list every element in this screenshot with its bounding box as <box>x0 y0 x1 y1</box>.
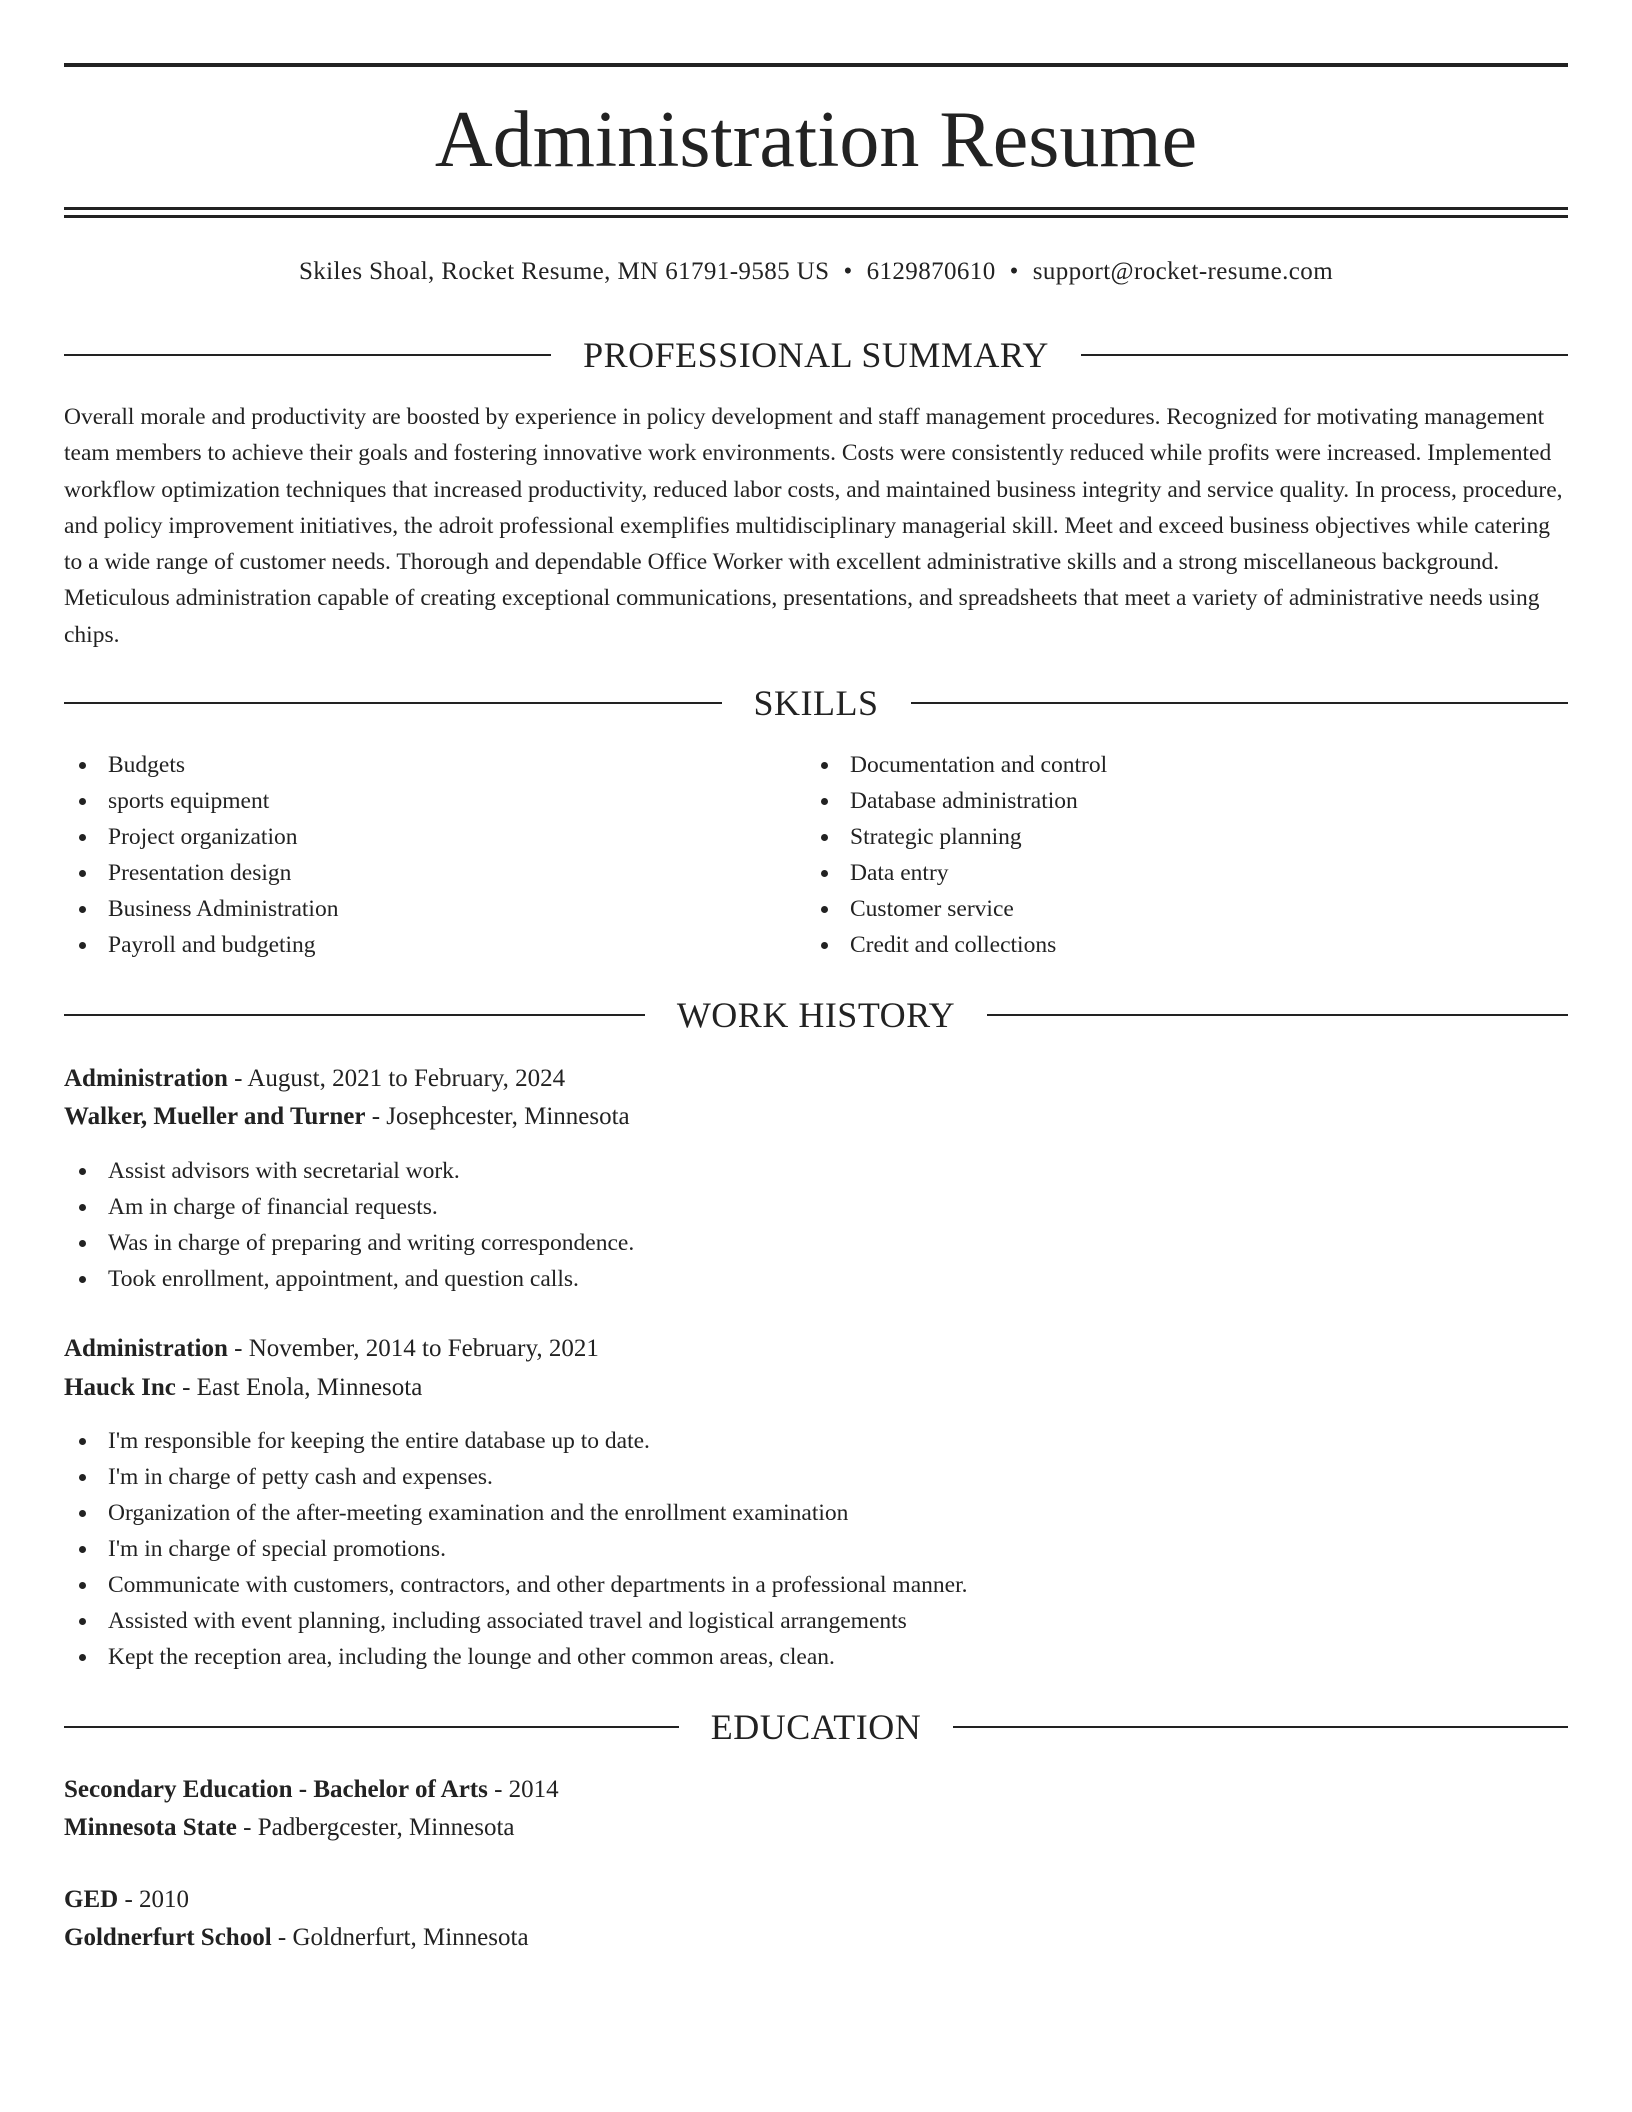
skill-label: Data entry <box>850 860 949 886</box>
education-year: - 2014 <box>494 1776 559 1803</box>
contact-phone: 6129870610 <box>866 258 996 285</box>
header-rule-upper <box>64 207 1568 210</box>
education-degree: GED <box>64 1886 119 1913</box>
job-duty-text: I'm in charge of special promotions. <box>108 1536 446 1562</box>
skill-label: Strategic planning <box>850 824 1022 850</box>
section-title: PROFESSIONAL SUMMARY <box>583 335 1049 375</box>
resume-title: Administration Resume <box>434 96 1198 184</box>
job-duty-text: Assisted with event planning, including associated travel and logistical arrangements <box>108 1608 907 1634</box>
contact-line <box>64 256 1568 288</box>
skill-item <box>806 747 1107 783</box>
job-duties-list <box>64 1423 967 1675</box>
job-duty <box>64 1495 967 1531</box>
bullet-dot <box>79 1582 86 1589</box>
bullet-dot <box>79 1204 86 1211</box>
bullet-dot <box>79 1546 86 1553</box>
job-title: Administration <box>64 1335 228 1362</box>
skill-item <box>64 891 338 927</box>
job-duty <box>64 1261 634 1297</box>
bullet-dot <box>79 1510 86 1517</box>
job-duty-text: Assist advisors with secretarial work. <box>108 1158 460 1184</box>
job-location: - East Enola, Minnesota <box>182 1374 423 1401</box>
job-duty <box>64 1639 967 1675</box>
skill-label: Project organization <box>108 824 298 850</box>
bullet-dot <box>79 1240 86 1247</box>
job-title-line <box>64 1061 1568 1097</box>
bullet-dot <box>821 942 828 949</box>
education-degree-line <box>64 1772 1568 1808</box>
job-duty <box>64 1531 967 1567</box>
divider-line <box>64 354 551 356</box>
divider-line <box>987 1014 1568 1016</box>
education-school: Minnesota State <box>64 1814 237 1841</box>
job-title: Administration <box>64 1065 228 1092</box>
job-dates: - August, 2021 to February, 2024 <box>234 1065 566 1092</box>
bullet-dot <box>821 798 828 805</box>
education-degree-line <box>64 1882 1568 1918</box>
header-top-rule <box>64 63 1568 67</box>
job-title-line <box>64 1331 1568 1367</box>
job-duty <box>64 1603 967 1639</box>
skill-item <box>64 855 338 891</box>
skill-label: sports equipment <box>108 788 270 814</box>
divider-line <box>911 702 1569 704</box>
work-history-heading <box>64 993 1568 1037</box>
bullet-dot <box>79 1168 86 1175</box>
skills-list-left <box>64 747 338 963</box>
job-duty-text: Took enrollment, appointment, and question calls. <box>108 1266 579 1292</box>
bullet-dot <box>79 1618 86 1625</box>
contact-separator: • <box>843 258 853 285</box>
education-location: - Goldnerfurt, Minnesota <box>277 1924 529 1951</box>
job-company-line <box>64 1099 1568 1135</box>
skill-label: Documentation and control <box>850 752 1108 778</box>
job-location: - Josephcester, Minnesota <box>371 1103 630 1130</box>
skill-label: Budgets <box>108 752 186 778</box>
skill-item <box>64 819 338 855</box>
skill-item <box>806 783 1107 819</box>
skill-item <box>64 747 338 783</box>
education-degree: Secondary Education - Bachelor of Arts <box>64 1776 488 1803</box>
divider-line <box>64 702 722 704</box>
section-title: EDUCATION <box>710 1707 922 1747</box>
skill-label: Database administration <box>850 788 1078 814</box>
education-school-line <box>64 1920 1568 1956</box>
bullet-dot <box>821 870 828 877</box>
skill-item <box>806 891 1107 927</box>
job-dates: - November, 2014 to February, 2021 <box>234 1335 599 1362</box>
divider-line <box>64 1014 645 1016</box>
section-title: SKILLS <box>753 683 879 723</box>
skill-label: Payroll and budgeting <box>108 932 316 958</box>
skills-list-right <box>806 747 1107 963</box>
job-duty-text: Am in charge of financial requests. <box>108 1194 438 1220</box>
contact-address: Skiles Shoal, Rocket Resume, MN 61791-9585 US <box>298 258 830 285</box>
job-duty-text: Was in charge of preparing and writing correspondence. <box>108 1230 635 1256</box>
education-location: - Padbergcester, Minnesota <box>243 1814 515 1841</box>
bullet-dot <box>79 834 86 841</box>
divider-line <box>1081 354 1568 356</box>
job-duties-list <box>64 1153 634 1297</box>
bullet-dot <box>79 1276 86 1283</box>
education-heading <box>64 1705 1568 1749</box>
contact-separator: • <box>1009 258 1019 285</box>
contact-email: support@rocket-resume.com <box>1032 258 1334 285</box>
bullet-dot <box>79 906 86 913</box>
skill-item <box>806 855 1107 891</box>
skill-label: Credit and collections <box>850 932 1057 958</box>
summary-text: Overall morale and productivity are boosted by experience in policy development and staff management procedures. Recognized for motivating management team members to achieve their goals and fostering innovative work environments. Costs were consistently reduced while profits were increased. Implemented workflow optimization techniques that increased productivity, reduced labor costs, and maintained business integrity and service quality. In process, procedure, and policy improvement initiatives, the adroit professional exemplifies multidisciplinary managerial skill. Meet and exceed business objectives while catering to a wide range of customer needs. Thorough and dependable Office Worker with excellent administrative skills and a strong miscellaneous background. Meticulous administration capable of creating exceptional communications, presentations, and spreadsheets that meet a variety of administrative needs using chips. <box>64 404 1563 648</box>
skill-item <box>64 927 338 963</box>
job-duty <box>64 1225 634 1261</box>
job-duty <box>64 1153 634 1189</box>
bullet-dot <box>79 798 86 805</box>
divider-line <box>64 1726 679 1728</box>
education-school: Goldnerfurt School <box>64 1924 272 1951</box>
job-company: Walker, Mueller and Turner <box>64 1103 366 1130</box>
header-rule-lower <box>64 215 1568 218</box>
job-company-line <box>64 1370 1568 1406</box>
job-duty <box>64 1567 967 1603</box>
section-title: WORK HISTORY <box>676 995 956 1035</box>
job-company: Hauck Inc <box>64 1374 176 1401</box>
bullet-dot <box>821 834 828 841</box>
bullet-dot <box>79 762 86 769</box>
job-duty-text: I'm in charge of petty cash and expenses. <box>108 1464 493 1490</box>
bullet-dot <box>79 1654 86 1661</box>
skill-label: Presentation design <box>108 860 292 886</box>
job-duty-text: Organization of the after-meeting examination and the enrollment examination <box>108 1500 849 1526</box>
skill-item <box>806 819 1107 855</box>
job-duty <box>64 1459 967 1495</box>
skill-label: Customer service <box>850 896 1014 922</box>
bullet-dot <box>79 942 86 949</box>
skill-item <box>64 783 338 819</box>
education-year: - 2010 <box>124 1886 190 1913</box>
job-duty-text: I'm responsible for keeping the entire database up to date. <box>108 1428 650 1454</box>
bullet-dot <box>79 1474 86 1481</box>
bullet-dot <box>821 762 828 769</box>
bullet-dot <box>79 1438 86 1445</box>
divider-line <box>953 1726 1568 1728</box>
skill-label: Business Administration <box>108 896 339 922</box>
skills-heading <box>64 681 1568 725</box>
skill-item <box>806 927 1107 963</box>
job-duty <box>64 1189 634 1225</box>
bullet-dot <box>821 906 828 913</box>
job-duty <box>64 1423 967 1459</box>
job-duty-text: Kept the reception area, including the lounge and other common areas, clean. <box>108 1644 835 1670</box>
job-duty-text: Communicate with customers, contractors, and other departments in a professional manner. <box>108 1572 968 1598</box>
bullet-dot <box>79 870 86 877</box>
education-school-line <box>64 1810 1568 1846</box>
summary-heading <box>64 333 1568 377</box>
